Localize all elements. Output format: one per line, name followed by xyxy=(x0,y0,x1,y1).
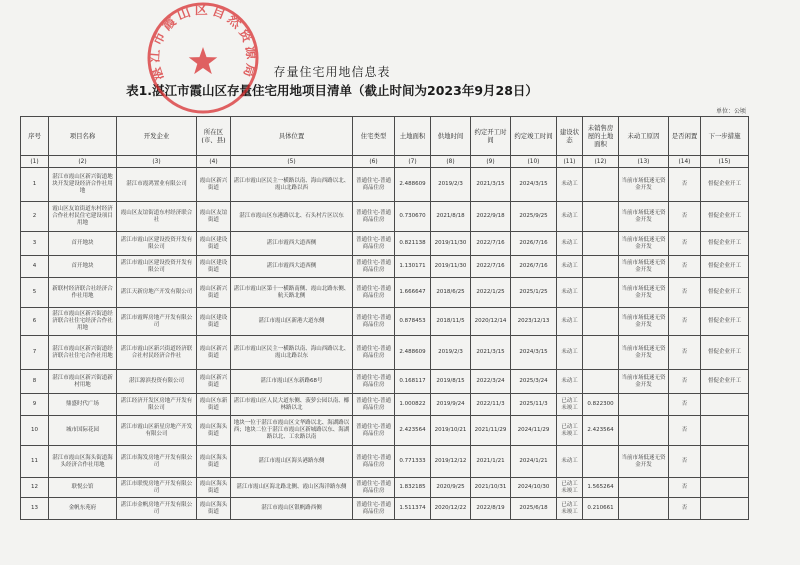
cell-project-name: 联悦公馆 xyxy=(49,478,117,498)
header-unsold-land-area: 未销售房屋的土地面积 xyxy=(583,117,619,156)
cell-unsold-land-area xyxy=(583,446,619,478)
cell-location: 湛江市霞山区民主一横路以南、海山西路以北、霞山北路以西 xyxy=(231,168,353,202)
cell-project-name: 首开地块 xyxy=(49,256,117,278)
column-index-supply-date: (8) xyxy=(431,156,471,168)
cell-housing-type: 普通住宅-普通商品住房 xyxy=(353,256,395,278)
cell-developer: 湛江源滨投资有限公司 xyxy=(117,370,197,394)
cell-project-name: 首开地块 xyxy=(49,232,117,256)
cell-row-number: 2 xyxy=(21,202,49,232)
cell-location: 湛江市霞山区新港大道东侧 xyxy=(231,308,353,336)
cell-unsold-land-area xyxy=(583,202,619,232)
cell-next-measure: 督促企业开工 xyxy=(701,308,749,336)
cell-location: 湛江市霞西大道西侧 xyxy=(231,232,353,256)
table-row xyxy=(21,308,749,336)
cell-supply-date: 2019/2/3 xyxy=(431,336,471,370)
cell-project-name: 湛江市霞山区海头街道海头经济合作社用地 xyxy=(49,446,117,478)
cell-unsold-land-area xyxy=(583,336,619,370)
cell-row-number: 1 xyxy=(21,168,49,202)
cell-location: 湛江市霞山区东港路以北、石头村片区以东 xyxy=(231,202,353,232)
cell-project-name: 湛江市霞山区新兴街道新村用地 xyxy=(49,370,117,394)
cell-project-name: 金帆东苑府 xyxy=(49,498,117,520)
cell-unsold-land-area xyxy=(583,370,619,394)
cell-is-idle: 否 xyxy=(669,446,701,478)
cell-unsold-land-area xyxy=(583,308,619,336)
cell-developer: 湛江市海发房地产开发有限公司 xyxy=(117,446,197,478)
cell-not-started-reason: 当前市场低迷无资金开发 xyxy=(619,232,669,256)
cell-next-measure xyxy=(701,498,749,520)
cell-land-area: 1.000822 xyxy=(395,394,431,416)
column-index-row xyxy=(21,156,749,168)
cell-supply-date: 2019/8/15 xyxy=(431,370,471,394)
cell-project-name: 湛江市霞山区新兴街道地块开发建设经济合作社用地 xyxy=(49,168,117,202)
cell-developer: 湛江经济开发区房地产开发有限公司 xyxy=(117,394,197,416)
cell-housing-type: 普通住宅-普通商品住房 xyxy=(353,202,395,232)
cell-project-name: 湛江市霞山区新兴街道经济联合社住宅合作社用地 xyxy=(49,336,117,370)
column-index-next-measure: (15) xyxy=(701,156,749,168)
header-land-area: 土地面积 xyxy=(395,117,431,156)
cell-developer: 湛江天新房地产开发有限公司 xyxy=(117,278,197,308)
header-not-started-reason: 未动工原因 xyxy=(619,117,669,156)
table-row xyxy=(21,370,749,394)
cell-housing-type: 普通住宅-普通商品住房 xyxy=(353,394,395,416)
cell-location: 湛江市霞山区东新路68号 xyxy=(231,370,353,394)
cell-construction-status: 已动工未竣工 xyxy=(557,498,583,520)
cell-not-started-reason: 当前市场低迷无资金开发 xyxy=(619,202,669,232)
column-index-not-started-reason: (13) xyxy=(619,156,669,168)
cell-housing-type: 普通住宅-普通商品住房 xyxy=(353,308,395,336)
cell-project-name: 霞山区友谊街道东村经济合作社村民住宅建设项目用地 xyxy=(49,202,117,232)
cell-land-area: 1.511374 xyxy=(395,498,431,520)
cell-agreed-finish-date: 2024/3/15 xyxy=(511,168,557,202)
column-index-agreed-start-date: (9) xyxy=(471,156,511,168)
cell-supply-date: 2021/8/18 xyxy=(431,202,471,232)
cell-agreed-start-date: 2021/3/15 xyxy=(471,168,511,202)
cell-project-name: 鼎盛时代广场 xyxy=(49,394,117,416)
cell-unsold-land-area: 0.210661 xyxy=(583,498,619,520)
cell-construction-status: 未动工 xyxy=(557,336,583,370)
cell-land-area: 1.832185 xyxy=(395,478,431,498)
cell-agreed-finish-date: 2024/3/15 xyxy=(511,336,557,370)
column-index-row-number: (1) xyxy=(21,156,49,168)
cell-construction-status: 已动工未竣工 xyxy=(557,394,583,416)
cell-agreed-start-date: 2021/3/15 xyxy=(471,336,511,370)
cell-unsold-land-area xyxy=(583,256,619,278)
cell-unsold-land-area xyxy=(583,232,619,256)
cell-agreed-start-date: 2022/11/3 xyxy=(471,394,511,416)
cell-agreed-finish-date: 2025/9/25 xyxy=(511,202,557,232)
cell-land-area: 0.771333 xyxy=(395,446,431,478)
cell-developer: 湛江市霞山区新星房地产开发有限公司 xyxy=(117,416,197,446)
cell-row-number: 7 xyxy=(21,336,49,370)
header-agreed-finish-date: 约定竣工时间 xyxy=(511,117,557,156)
cell-row-number: 3 xyxy=(21,232,49,256)
cell-next-measure xyxy=(701,478,749,498)
cell-is-idle: 否 xyxy=(669,416,701,446)
cell-not-started-reason: 当前市场低迷无资金开发 xyxy=(619,168,669,202)
cell-agreed-finish-date: 2025/11/3 xyxy=(511,394,557,416)
cell-agreed-start-date: 2022/7/16 xyxy=(471,232,511,256)
cell-supply-date: 2020/9/25 xyxy=(431,478,471,498)
cell-construction-status: 未动工 xyxy=(557,168,583,202)
cell-land-area: 0.878453 xyxy=(395,308,431,336)
cell-agreed-finish-date: 2024/1/21 xyxy=(511,446,557,478)
cell-location: 湛江市霞山区人民大道东侧、菠萝公园以南、椰林路以北 xyxy=(231,394,353,416)
column-index-construction-status: (11) xyxy=(557,156,583,168)
cell-housing-type: 普通住宅-普通商品住房 xyxy=(353,446,395,478)
table-row xyxy=(21,446,749,478)
cell-is-idle: 否 xyxy=(669,202,701,232)
cell-agreed-start-date: 2022/1/25 xyxy=(471,278,511,308)
cell-agreed-start-date: 2021/1/21 xyxy=(471,446,511,478)
cell-housing-type: 普通住宅-普通商品住房 xyxy=(353,478,395,498)
cell-next-measure: 督促企业开工 xyxy=(701,278,749,308)
cell-is-idle: 否 xyxy=(669,478,701,498)
cell-agreed-start-date: 2021/11/29 xyxy=(471,416,511,446)
unit-label: 单位：公顷 xyxy=(715,108,746,115)
table-caption: 表1.湛江市霞山区存量住宅用地项目清单（截止时间为2023年9月28日） xyxy=(126,83,538,98)
cell-district: 霞山区海头街道 xyxy=(197,416,231,446)
cell-housing-type: 普通住宅-普通商品住房 xyxy=(353,416,395,446)
cell-developer: 湛江市霞山区新兴街道经济联合社村民经济合作社 xyxy=(117,336,197,370)
cell-is-idle: 否 xyxy=(669,394,701,416)
cell-unsold-land-area xyxy=(583,168,619,202)
cell-is-idle: 否 xyxy=(669,232,701,256)
cell-construction-status: 未动工 xyxy=(557,370,583,394)
cell-district: 霞山区海头街道 xyxy=(197,446,231,478)
table-row xyxy=(21,336,749,370)
cell-not-started-reason: 当前市场低迷无资金开发 xyxy=(619,256,669,278)
header-supply-date: 供地时间 xyxy=(431,117,471,156)
cell-is-idle: 否 xyxy=(669,278,701,308)
cell-project-name: 城市国际花园 xyxy=(49,416,117,446)
cell-agreed-start-date: 2020/12/14 xyxy=(471,308,511,336)
cell-agreed-finish-date: 2026/7/16 xyxy=(511,256,557,278)
table-row xyxy=(21,168,749,202)
cell-not-started-reason: 当前市场低迷无资金开发 xyxy=(619,336,669,370)
cell-agreed-finish-date: 2025/6/18 xyxy=(511,498,557,520)
cell-agreed-finish-date: 2024/10/30 xyxy=(511,478,557,498)
cell-row-number: 13 xyxy=(21,498,49,520)
table-body xyxy=(21,168,749,520)
cell-land-area: 2.423564 xyxy=(395,416,431,446)
header-construction-status: 建设状态 xyxy=(557,117,583,156)
cell-supply-date: 2019/11/30 xyxy=(431,232,471,256)
cell-next-measure xyxy=(701,416,749,446)
header-housing-type: 住宅类型 xyxy=(353,117,395,156)
column-index-developer: (3) xyxy=(117,156,197,168)
cell-row-number: 12 xyxy=(21,478,49,498)
header-next-measure: 下一步措施 xyxy=(701,117,749,156)
cell-district: 霞山区建设街道 xyxy=(197,308,231,336)
column-index-district: (4) xyxy=(197,156,231,168)
cell-unsold-land-area: 0.822300 xyxy=(583,394,619,416)
cell-agreed-finish-date: 2025/1/25 xyxy=(511,278,557,308)
column-index-unsold-land-area: (12) xyxy=(583,156,619,168)
cell-supply-date: 2019/11/30 xyxy=(431,256,471,278)
land-list-table xyxy=(20,116,749,520)
cell-developer: 湛江市霞鸿置业有限公司 xyxy=(117,168,197,202)
header-row-number: 序号 xyxy=(21,117,49,156)
cell-project-name: 新联村经济联合社经济合作社用地 xyxy=(49,278,117,308)
cell-district: 霞山区友谊街道 xyxy=(197,202,231,232)
cell-land-area: 0.168117 xyxy=(395,370,431,394)
cell-construction-status: 未动工 xyxy=(557,308,583,336)
cell-next-measure xyxy=(701,394,749,416)
column-index-land-area: (7) xyxy=(395,156,431,168)
cell-developer: 湛江市霞山区建设投资开发有限公司 xyxy=(117,232,197,256)
cell-district: 霞山区东新街道 xyxy=(197,394,231,416)
cell-supply-date: 2019/12/12 xyxy=(431,446,471,478)
cell-agreed-start-date: 2021/10/31 xyxy=(471,478,511,498)
header-project-name: 项目名称 xyxy=(49,117,117,156)
cell-location: 湛江市霞山区海头港路东侧 xyxy=(231,446,353,478)
table-row xyxy=(21,202,749,232)
cell-land-area: 1.666647 xyxy=(395,278,431,308)
cell-district: 霞山区海头街道 xyxy=(197,498,231,520)
cell-agreed-finish-date: 2026/7/16 xyxy=(511,232,557,256)
cell-supply-date: 2020/12/22 xyxy=(431,498,471,520)
cell-row-number: 5 xyxy=(21,278,49,308)
cell-construction-status: 未动工 xyxy=(557,446,583,478)
page-title: 存量住宅用地信息表 xyxy=(273,65,391,79)
cell-developer: 湛江市联悦房地产开发有限公司 xyxy=(117,478,197,498)
cell-not-started-reason: 当前市场低迷无资金开发 xyxy=(619,446,669,478)
cell-is-idle: 否 xyxy=(669,498,701,520)
header-row xyxy=(21,117,749,156)
cell-housing-type: 普通住宅-普通商品住房 xyxy=(353,370,395,394)
cell-developer: 霞山区友谊街道东村经济联合社 xyxy=(117,202,197,232)
cell-supply-date: 2018/6/25 xyxy=(431,278,471,308)
cell-next-measure: 督促企业开工 xyxy=(701,336,749,370)
cell-district: 霞山区建设街道 xyxy=(197,232,231,256)
cell-district: 霞山区新兴街道 xyxy=(197,336,231,370)
cell-supply-date: 2019/2/3 xyxy=(431,168,471,202)
cell-land-area: 0.821138 xyxy=(395,232,431,256)
cell-construction-status: 未动工 xyxy=(557,278,583,308)
cell-not-started-reason xyxy=(619,416,669,446)
table-row xyxy=(21,416,749,446)
cell-next-measure: 督促企业开工 xyxy=(701,202,749,232)
cell-next-measure: 督促企业开工 xyxy=(701,256,749,278)
cell-developer: 湛江市金帆房地产开发有限公司 xyxy=(117,498,197,520)
cell-supply-date: 2018/11/5 xyxy=(431,308,471,336)
header-district: 所在区(市、县) xyxy=(197,117,231,156)
header-location: 具体位置 xyxy=(231,117,353,156)
column-index-is-idle: (14) xyxy=(669,156,701,168)
header-developer: 开发企业 xyxy=(117,117,197,156)
cell-agreed-start-date: 2022/3/24 xyxy=(471,370,511,394)
cell-agreed-start-date: 2022/9/18 xyxy=(471,202,511,232)
cell-location: 地块一位于湛江市霞山区文华路以北、海湖路以西；地块二位于湛江市霞山区新城路以东、海湖路以北、工农路以南 xyxy=(231,416,353,446)
cell-project-name: 湛江市霞山区新兴街道经济联合社住宅经济合作社用地 xyxy=(49,308,117,336)
column-index-location: (5) xyxy=(231,156,353,168)
cell-supply-date: 2019/10/21 xyxy=(431,416,471,446)
column-index-agreed-finish-date: (10) xyxy=(511,156,557,168)
cell-location: 湛江市霞山区第十一横路南侧、霞山北路东侧、航天路北侧 xyxy=(231,278,353,308)
land-list-table-container xyxy=(20,116,748,520)
header-is-idle: 是否闲置 xyxy=(669,117,701,156)
cell-land-area: 1.130171 xyxy=(395,256,431,278)
cell-not-started-reason xyxy=(619,394,669,416)
cell-location: 湛江市霞山区民主一横路以南、海山西路以北、霞山北路以东 xyxy=(231,336,353,370)
cell-row-number: 4 xyxy=(21,256,49,278)
cell-land-area: 2.488609 xyxy=(395,168,431,202)
cell-agreed-finish-date: 2025/3/24 xyxy=(511,370,557,394)
header-agreed-start-date: 约定开工时间 xyxy=(471,117,511,156)
column-index-project-name: (2) xyxy=(49,156,117,168)
cell-district: 霞山区新兴街道 xyxy=(197,168,231,202)
cell-supply-date: 2019/9/24 xyxy=(431,394,471,416)
cell-location: 湛江市霞山区银帆路西侧 xyxy=(231,498,353,520)
cell-next-measure xyxy=(701,446,749,478)
cell-not-started-reason: 当前市场低迷无资金开发 xyxy=(619,308,669,336)
cell-row-number: 11 xyxy=(21,446,49,478)
cell-next-measure: 督促企业开工 xyxy=(701,232,749,256)
cell-is-idle: 否 xyxy=(669,168,701,202)
cell-row-number: 8 xyxy=(21,370,49,394)
cell-construction-status: 未动工 xyxy=(557,202,583,232)
cell-agreed-finish-date: 2024/11/29 xyxy=(511,416,557,446)
table-row xyxy=(21,256,749,278)
cell-not-started-reason xyxy=(619,498,669,520)
cell-agreed-finish-date: 2023/12/13 xyxy=(511,308,557,336)
cell-construction-status: 已动工未竣工 xyxy=(557,416,583,446)
cell-unsold-land-area: 2.423564 xyxy=(583,416,619,446)
table-row xyxy=(21,278,749,308)
cell-land-area: 2.488609 xyxy=(395,336,431,370)
cell-row-number: 9 xyxy=(21,394,49,416)
cell-housing-type: 普通住宅-普通商品住房 xyxy=(353,336,395,370)
cell-agreed-start-date: 2022/7/16 xyxy=(471,256,511,278)
table-row xyxy=(21,498,749,520)
cell-construction-status: 未动工 xyxy=(557,232,583,256)
cell-district: 霞山区新兴街道 xyxy=(197,278,231,308)
cell-unsold-land-area xyxy=(583,278,619,308)
cell-row-number: 6 xyxy=(21,308,49,336)
cell-unsold-land-area: 1.565264 xyxy=(583,478,619,498)
table-row xyxy=(21,394,749,416)
cell-row-number: 10 xyxy=(21,416,49,446)
cell-developer: 湛江市霞山区建设投资开发有限公司 xyxy=(117,256,197,278)
cell-housing-type: 普通住宅-普通商品住房 xyxy=(353,168,395,202)
cell-district: 霞山区建设街道 xyxy=(197,256,231,278)
cell-district: 霞山区新兴街道 xyxy=(197,370,231,394)
cell-is-idle: 否 xyxy=(669,370,701,394)
official-seal xyxy=(138,0,268,118)
cell-next-measure: 督促企业开工 xyxy=(701,370,749,394)
cell-housing-type: 普通住宅-普通商品住房 xyxy=(353,498,395,520)
cell-is-idle: 否 xyxy=(669,336,701,370)
cell-housing-type: 普通住宅-普通商品住房 xyxy=(353,278,395,308)
cell-not-started-reason: 当前市场低迷无资金开发 xyxy=(619,370,669,394)
cell-is-idle: 否 xyxy=(669,308,701,336)
cell-agreed-start-date: 2022/8/19 xyxy=(471,498,511,520)
cell-land-area: 0.730670 xyxy=(395,202,431,232)
cell-is-idle: 否 xyxy=(669,256,701,278)
cell-not-started-reason xyxy=(619,478,669,498)
column-index-housing-type: (6) xyxy=(353,156,395,168)
cell-housing-type: 普通住宅-普通商品住房 xyxy=(353,232,395,256)
cell-location: 湛江市霞西大道西侧 xyxy=(231,256,353,278)
cell-not-started-reason: 当前市场低迷无资金开发 xyxy=(619,278,669,308)
seal-text: 湛江市霞山区自然资源局 xyxy=(147,2,259,82)
cell-next-measure: 督促企业开工 xyxy=(701,168,749,202)
table-row xyxy=(21,478,749,498)
cell-developer: 湛江市霞晖房地产开发有限公司 xyxy=(117,308,197,336)
cell-construction-status: 已动工未竣工 xyxy=(557,478,583,498)
cell-location: 湛江市霞山区海北路北侧、霞山区海洋路东侧 xyxy=(231,478,353,498)
table-row xyxy=(21,232,749,256)
cell-construction-status: 未动工 xyxy=(557,256,583,278)
cell-district: 霞山区海头街道 xyxy=(197,478,231,498)
